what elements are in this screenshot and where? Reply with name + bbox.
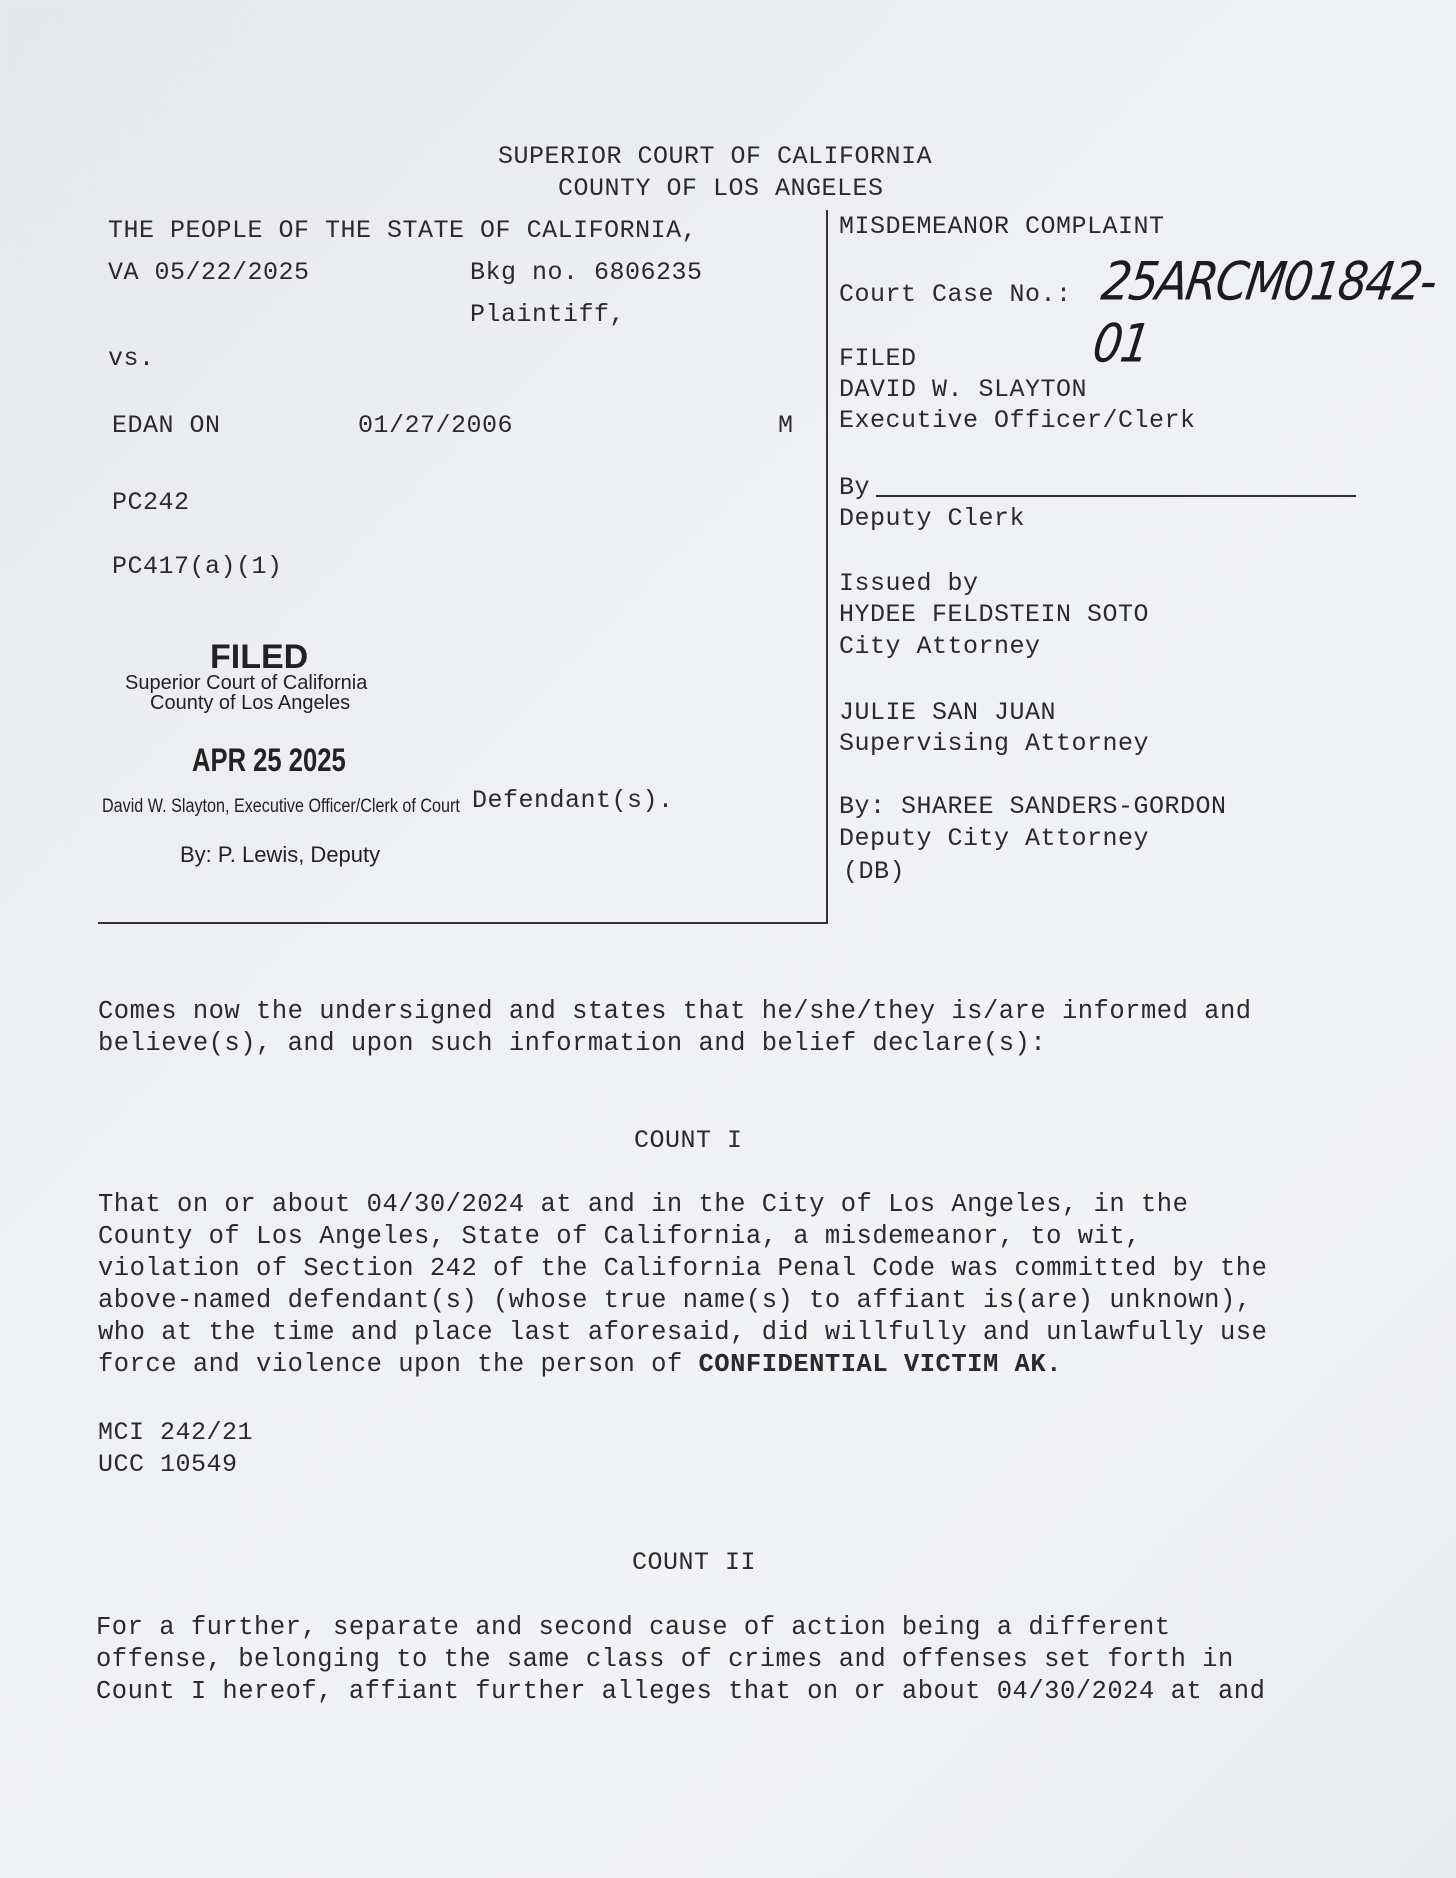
defendants-label: Defendant(s). (472, 786, 674, 815)
stamp-date: APR 25 2025 (192, 742, 346, 778)
stamp-by: By: P. Lewis, Deputy (180, 842, 381, 867)
mci-code: MCI 242/21 (98, 1418, 254, 1447)
charge-pc242: PC242 (112, 488, 190, 517)
count-2-line: offense, belonging to the same class of crimes and offenses set forth in (96, 1645, 1234, 1674)
charge-pc417: PC417(a)(1) (112, 552, 283, 581)
supervising-name: JULIE SAN JUAN (839, 698, 1057, 727)
count-1-last-line (98, 1349, 1062, 1381)
count-1-line: County of Los Angeles, State of California, a misdemeanor, to wit, (98, 1222, 1141, 1251)
defendant-sex: M (778, 411, 794, 440)
plaintiff-people: THE PEOPLE OF THE STATE OF CALIFORNIA, (108, 216, 698, 245)
signature-by: By (839, 473, 871, 502)
caption-divider-vertical (826, 210, 828, 922)
city-attorney-name: HYDEE FELDSTEIN SOTO (839, 600, 1150, 629)
deputy-clerk: Deputy Clerk (839, 504, 1026, 533)
clerk-title: Executive Officer/Clerk (839, 406, 1196, 435)
count-1-last-line-prefix: force and violence upon the person of (98, 1350, 699, 1379)
versus: vs. (108, 344, 155, 373)
complaint-title: MISDEMEANOR COMPLAINT (839, 212, 1165, 241)
deputy-attorney-title: Deputy City Attorney (839, 824, 1150, 853)
court-title: SUPERIOR COURT OF CALIFORNIA (498, 142, 933, 171)
count-1-line: who at the time and place last aforesaid, did willfully and unlawfully use (98, 1318, 1268, 1347)
intro-line-2: believe(s), and upon such information and belief declare(s): (98, 1029, 1047, 1058)
clerk-name: DAVID W. SLAYTON (839, 375, 1088, 404)
case-number-handwritten: 25ARCM01842-01 (1089, 249, 1440, 375)
defendant-dob: 01/27/2006 (358, 411, 514, 440)
stamp-county: County of Los Angeles (150, 692, 351, 714)
count-1-line: violation of Section 242 of the California Penal Code was committed by the (98, 1254, 1268, 1283)
plaintiff-label: Plaintiff, (470, 300, 626, 329)
issued-by: Issued by (839, 569, 979, 598)
count-1-heading: COUNT I (634, 1126, 743, 1155)
signature-line (876, 495, 1356, 497)
count-2-line: Count I hereof, affiant further alleges that on or about 04/30/2024 at and (96, 1677, 1266, 1706)
stamp-filed: FILED (210, 638, 309, 676)
va-date: VA 05/22/2025 (108, 258, 310, 287)
count-1-line: That on or about 04/30/2024 at and in the City of Los Angeles, in the (98, 1190, 1189, 1219)
deputy-attorney-name: By: SHAREE SANDERS-GORDON (839, 792, 1227, 821)
county-title: COUNTY OF LOS ANGELES (558, 174, 884, 203)
stamp-court: Superior Court of California (125, 672, 368, 694)
count-2-line: For a further, separate and second cause of action being a different (96, 1613, 1171, 1642)
booking-number: Bkg no. 6806235 (470, 258, 703, 287)
defendant-name: EDAN ON (112, 411, 221, 440)
victim-name: CONFIDENTIAL VICTIM AK. (698, 1350, 1062, 1379)
supervising-title: Supervising Attorney (839, 729, 1150, 758)
count-1-line: above-named defendant(s) (whose true name(s) to affiant is(are) unknown), (98, 1286, 1252, 1315)
caption-divider-horizontal (98, 922, 828, 924)
case-number-label: Court Case No.: (839, 280, 1072, 309)
city-attorney-title: City Attorney (839, 632, 1041, 661)
initials: (DB) (843, 857, 906, 886)
count-2-heading: COUNT II (632, 1548, 757, 1577)
stamp-clerk: David W. Slayton, Executive Officer/Clerk of Court (102, 796, 460, 817)
ucc-code: UCC 10549 (98, 1450, 238, 1479)
right-filed: FILED (839, 344, 917, 373)
intro-line-1: Comes now the undersigned and states that he/she/they is/are informed and (98, 997, 1252, 1026)
